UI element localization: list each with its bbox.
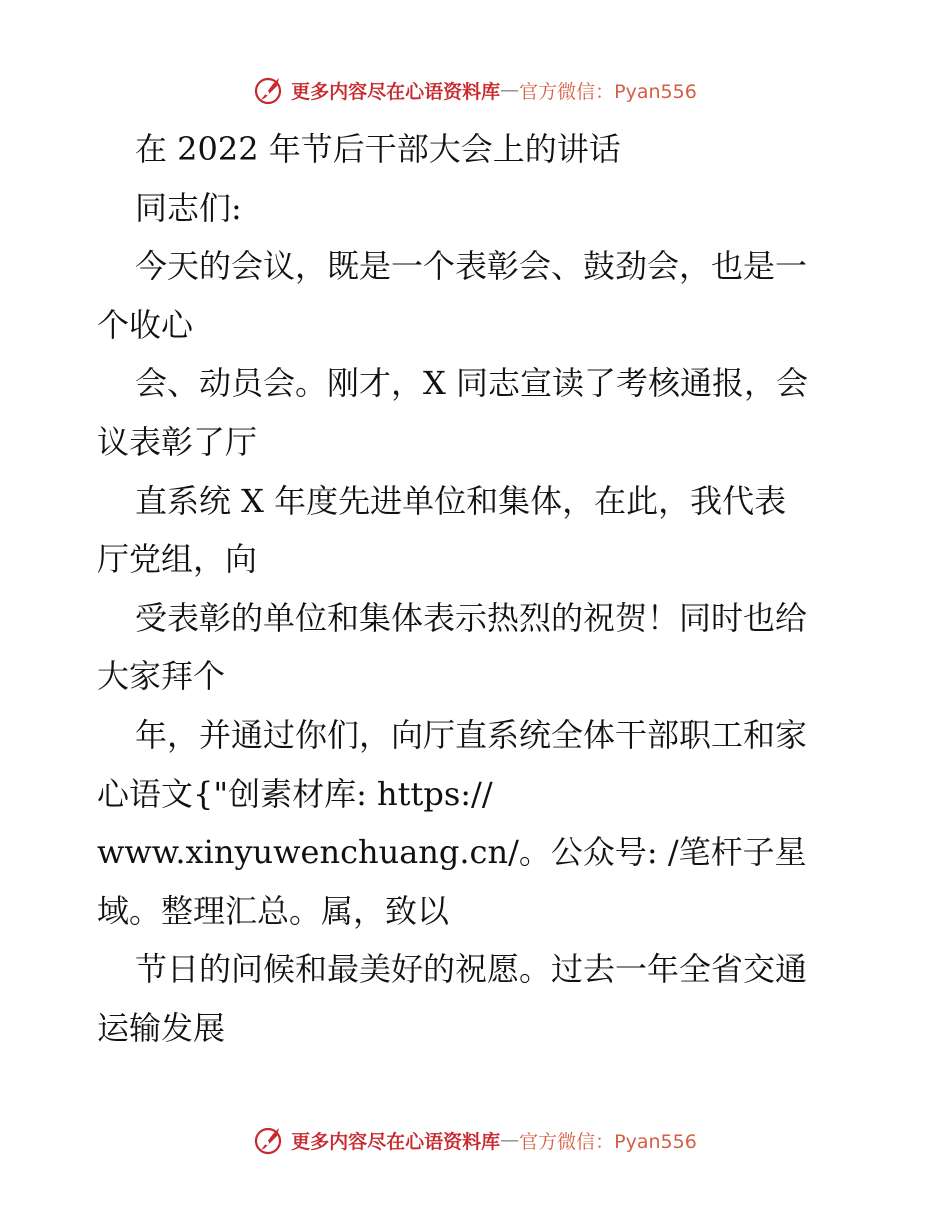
paragraph-line: 今天的会议，既是一个表彰会、鼓劲会，也是一	[135, 247, 808, 286]
paragraph-line: 议表彰了厅	[97, 422, 258, 461]
header-dash: —	[500, 79, 520, 101]
paragraph-line: 域。整理汇总。属，致以	[97, 891, 450, 930]
paragraph-line: 节日的问候和最美好的祝愿。过去一年全省交通	[135, 950, 808, 989]
quill-pen-logo-icon	[253, 74, 285, 106]
paragraph-line: 直系统 X 年度先进单位和集体，在此，我代表	[135, 481, 787, 520]
footer-dash: —	[500, 1129, 520, 1151]
document-body	[97, 120, 867, 1058]
footer-wechat-text: 官方微信：Pyan556	[519, 1130, 697, 1153]
header-wechat-text: 官方微信：Pyan556	[519, 80, 697, 103]
paragraph-line: 厅党组，向	[97, 540, 258, 579]
paragraph-line: 心语文{"创素材库: https://	[97, 774, 493, 813]
paragraph-line: 受表彰的单位和集体表示热烈的祝贺！同时也给	[135, 598, 808, 637]
document-title: 在 2022 年节后干部大会上的讲话	[135, 130, 621, 168]
salutation: 同志们:	[135, 188, 242, 227]
footer-site-text: 更多内容尽在心语资料库	[291, 1130, 501, 1153]
header-site-text: 更多内容尽在心语资料库	[291, 80, 501, 103]
footer-banner	[0, 1120, 950, 1160]
paragraph-line: www.xinyuwenchuang.cn/。公众号: /笔杆子星	[97, 833, 807, 872]
paragraph-line: 运输发展	[97, 1008, 226, 1047]
paragraph-line: 会、动员会。刚才，X 同志宣读了考核通报，会	[135, 364, 808, 403]
quill-pen-logo-icon	[253, 1124, 285, 1156]
paragraph-line: 大家拜个	[97, 657, 226, 696]
paragraph-line: 年，并通过你们，向厅直系统全体干部职工和家	[135, 715, 808, 754]
paragraph-line: 个收心	[97, 305, 194, 344]
header-banner	[0, 70, 950, 110]
